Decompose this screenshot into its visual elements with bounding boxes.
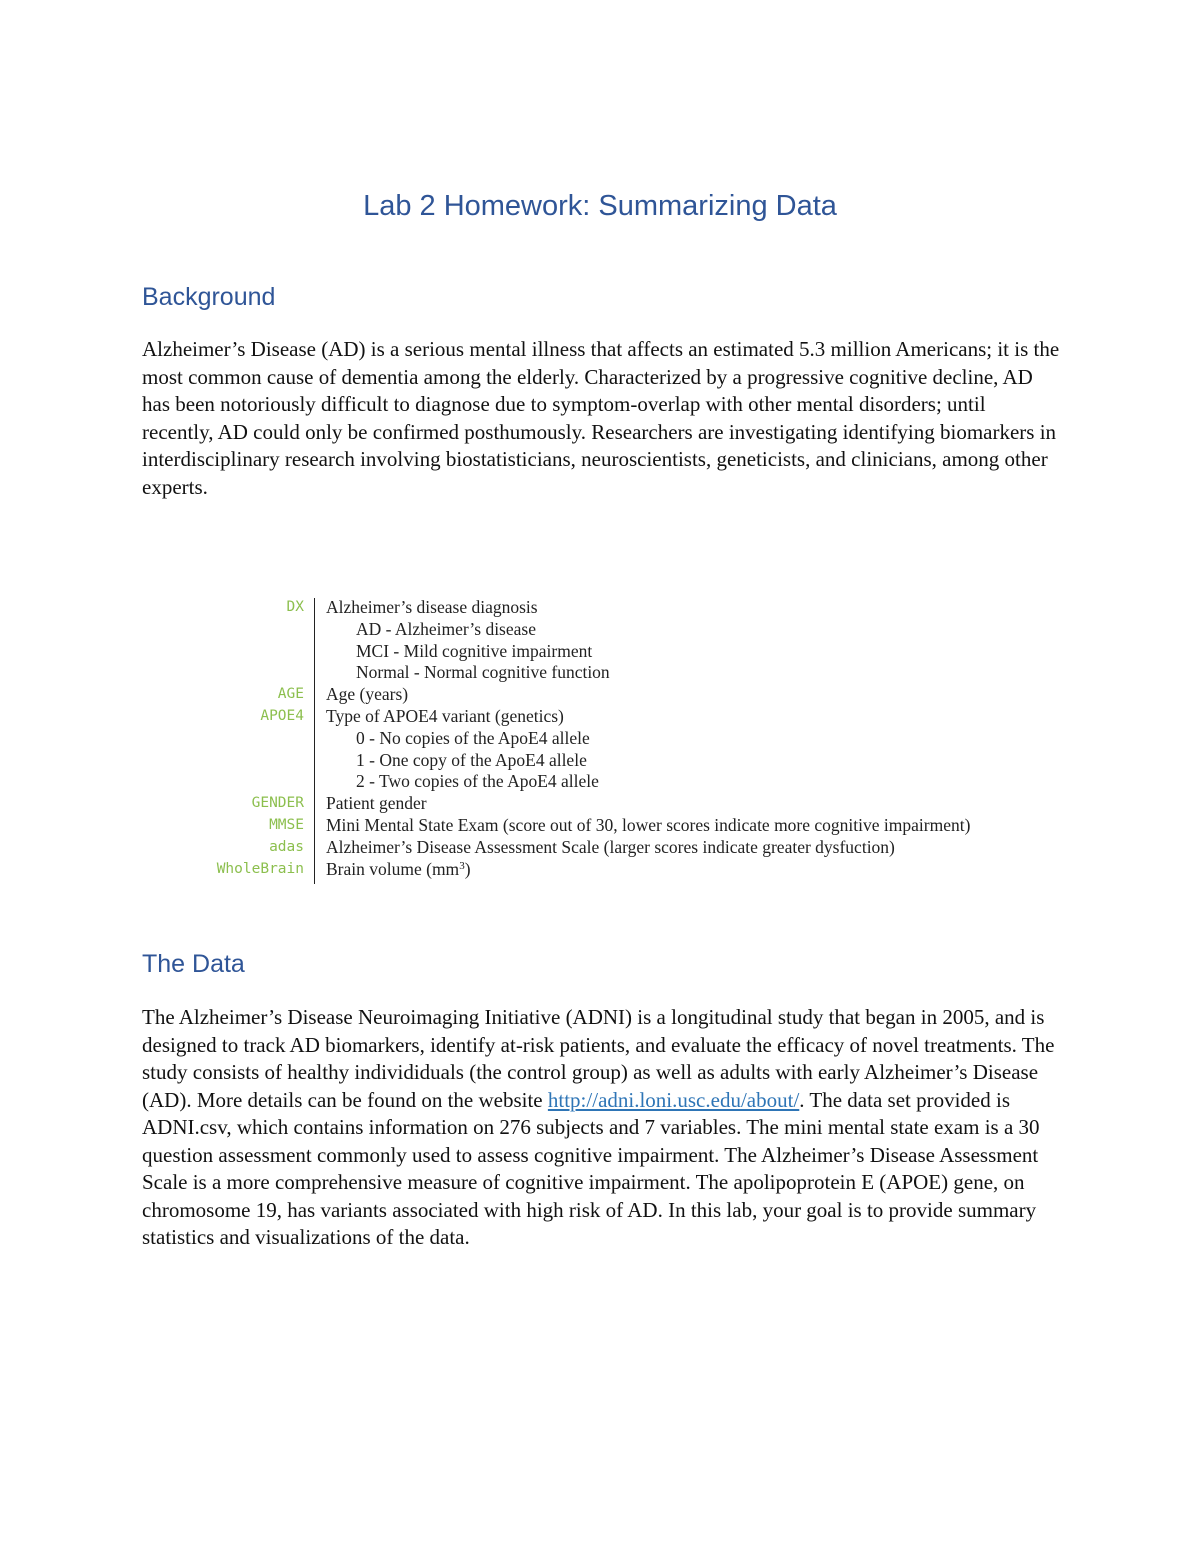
- variable-row: [190, 683, 1090, 705]
- variable-row: [190, 814, 1090, 836]
- variable-code: AGE: [277, 686, 304, 703]
- variable-description: [326, 858, 471, 880]
- variable-description-text: Patient gender: [326, 793, 427, 814]
- superscript: 3: [459, 859, 465, 872]
- variable-row: [190, 770, 1090, 792]
- variable-description: [326, 596, 538, 618]
- variable-description: [326, 836, 895, 858]
- the-data-text-after-link: . The data set provided is ADNI.csv, which contains information on 276 subjects and 7 variables. The mini mental state exam is a 30 question assessment commonly used to assess cognitive impairment. The Alzheimer’s Disease Assessment Scale is a more comprehensive measure of cognitive impairment. The apolipoprotein E (APOE) gene, on chromosome 19, has variants associated with high risk of AD. In this lab, your goal is to provide summary statistics and visualizations of the data.: [142, 1087, 1040, 1249]
- variable-row: [190, 836, 1090, 858]
- variable-description: [356, 640, 592, 662]
- variable-description-text: MCI - Mild cognitive impairment: [356, 640, 593, 661]
- variable-description: [326, 792, 427, 814]
- variable-description: [356, 770, 599, 792]
- the-data-paragraph: [142, 1004, 1062, 1252]
- variable-description-end: ): [464, 858, 471, 879]
- variable-description: [326, 683, 408, 705]
- adni-website-link[interactable]: http://adni.loni.usc.edu/about/: [547, 1087, 800, 1112]
- variable-description-text: AD - Alzheimer’s disease: [356, 618, 536, 639]
- variable-description-text: 2 - Two copies of the ApoE4 allele: [356, 771, 599, 792]
- variable-row: [190, 618, 1090, 640]
- the-data-text-before-link: The Alzheimer’s Disease Neuroimaging Initiative (ADNI) is a longitudinal study that began in 2005, and is designed to track AD biomarkers, identify at-risk patients, and evaluate the efficacy of novel treatments. The study consists of healthy individiduals (the control group) as well as adults with early Alzheimer’s Disease (AD). More details can be found on the website: [142, 1005, 1055, 1112]
- variable-row: [190, 640, 1090, 662]
- variable-row: [190, 727, 1090, 749]
- variable-table: [190, 596, 1090, 886]
- the-data-heading: The Data: [142, 950, 245, 978]
- variable-row: [190, 858, 1090, 880]
- variable-code: APOE4: [260, 708, 304, 724]
- variable-description: [356, 749, 587, 771]
- variable-description-text: Alzheimer’s Disease Assessment Scale (larger scores indicate greater dysfuction): [326, 836, 895, 857]
- variable-row: [190, 596, 1090, 618]
- variable-code: GENDER: [251, 795, 304, 812]
- background-heading: Background: [142, 283, 276, 311]
- variable-code: DX: [286, 599, 304, 615]
- variable-row: [190, 705, 1090, 727]
- variable-description-text: Age (years): [326, 684, 409, 705]
- variable-code: WholeBrain: [216, 860, 304, 877]
- variable-description-text: Alzheimer’s disease diagnosis: [326, 597, 538, 617]
- variable-code: MMSE: [269, 817, 304, 833]
- variable-row: [190, 749, 1090, 771]
- variable-description-text: Mini Mental State Exam (score out of 30, lower scores indicate more cognitive impairment): [326, 815, 971, 835]
- variable-description-text: Brain volume (mm: [326, 858, 460, 879]
- variable-description: [356, 661, 610, 683]
- variable-description: [326, 705, 564, 727]
- background-paragraph: Alzheimer’s Disease (AD) is a serious mental illness that affects an estimated 5.3 million Americans; it is the most common cause of dementia among the elderly. Characterized by a progressive cognitive decline, AD has been notoriously difficult to diagnose due to symptom-overlap with other mental disorders; until recently, AD could only be confirmed posthumously. Researchers are investigating identifying biomarkers in interdisciplinary research involving biostatisticians, neuroscientists, geneticists, and clinicians, among other experts.: [142, 337, 1060, 499]
- document-title: Lab 2 Homework: Summarizing Data: [363, 190, 837, 222]
- variable-row: [190, 661, 1090, 683]
- variable-description: [356, 727, 590, 749]
- variable-description: [356, 618, 536, 640]
- variable-description-text: Normal - Normal cognitive function: [356, 662, 610, 683]
- variable-description-text: 0 - No copies of the ApoE4 allele: [356, 727, 590, 748]
- variable-row: [190, 792, 1090, 814]
- variable-description-text: 1 - One copy of the ApoE4 allele: [356, 749, 587, 770]
- variable-description: [326, 814, 970, 836]
- variable-description-text: Type of APOE4 variant (genetics): [326, 706, 564, 726]
- variable-code: adas: [269, 838, 304, 855]
